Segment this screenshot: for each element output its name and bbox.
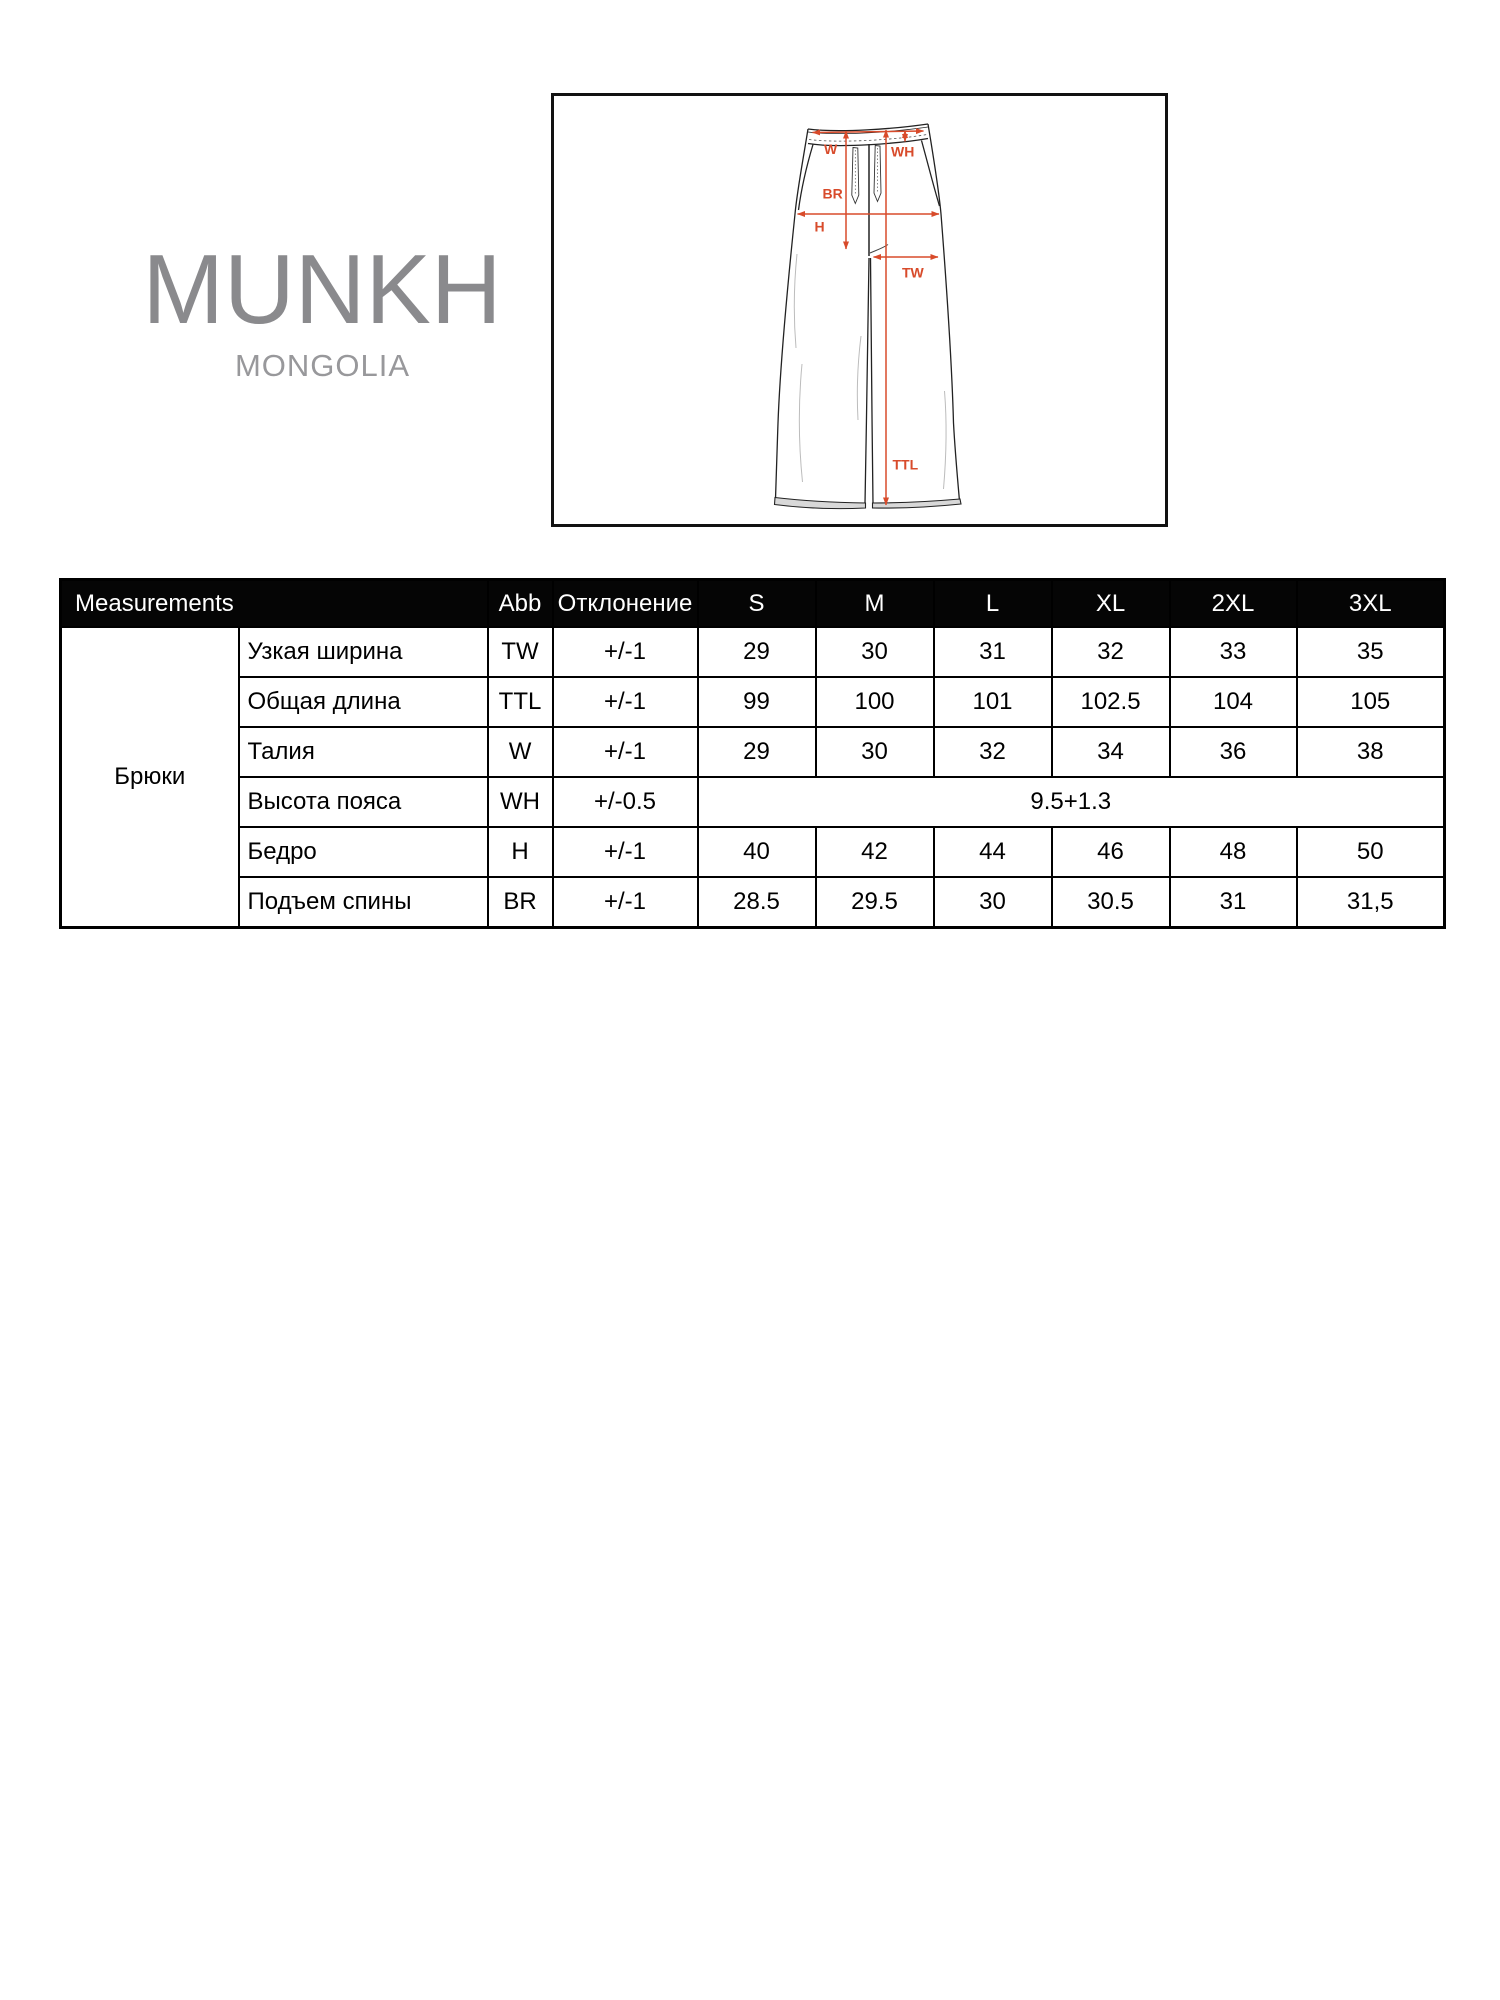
value-cell: 32 [1052, 627, 1170, 677]
pants-outline [775, 124, 962, 509]
thigh-width-label: TW [902, 264, 924, 281]
value-cell: 31 [1170, 877, 1297, 928]
header-size-3xl: 3XL [1297, 580, 1445, 628]
table-row [61, 727, 1445, 777]
value-cell: 28.5 [698, 877, 816, 928]
header-size-xl: XL [1052, 580, 1170, 628]
header-size-2xl: 2XL [1170, 580, 1297, 628]
abb-cell: H [488, 827, 553, 877]
value-cell: 29 [698, 627, 816, 677]
back-rise-label: BR [822, 185, 843, 202]
pants-technical-drawing [554, 96, 1165, 524]
value-cell: 100 [816, 677, 934, 727]
pants-diagram-frame [551, 93, 1168, 527]
brand-name: MUNKH [142, 234, 502, 344]
value-cell: 42 [816, 827, 934, 877]
value-cell: 38 [1297, 727, 1445, 777]
merged-value-cell: 9.5+1.3 [698, 777, 1445, 827]
tolerance-cell: +/-1 [553, 727, 698, 777]
tolerance-cell: +/-1 [553, 827, 698, 877]
header-tolerance: Отклонение [553, 580, 698, 628]
table-row [61, 777, 1445, 827]
measurement-name-cell: Подъем спины [239, 877, 488, 928]
value-cell: 102.5 [1052, 677, 1170, 727]
waist-arrow [813, 131, 924, 133]
abb-cell: WH [488, 777, 553, 827]
measurement-name-cell: Бедро [239, 827, 488, 877]
group-label-cell: Брюки [61, 627, 239, 928]
tolerance-cell: +/-1 [553, 677, 698, 727]
value-cell: 104 [1170, 677, 1297, 727]
table-row [61, 877, 1445, 928]
header-size-m: M [816, 580, 934, 628]
value-cell: 48 [1170, 827, 1297, 877]
value-cell: 29 [698, 727, 816, 777]
tolerance-cell: +/-1 [553, 877, 698, 928]
table-row [61, 627, 1445, 677]
value-cell: 30 [934, 877, 1052, 928]
measurement-name-cell: Общая длина [239, 677, 488, 727]
value-cell: 99 [698, 677, 816, 727]
header-size-l: L [934, 580, 1052, 628]
value-cell: 31,5 [1297, 877, 1445, 928]
value-cell: 35 [1297, 627, 1445, 677]
tolerance-cell: +/-1 [553, 627, 698, 677]
value-cell: 31 [934, 627, 1052, 677]
header-abb: Abb [488, 580, 553, 628]
abb-cell: BR [488, 877, 553, 928]
header-size-s: S [698, 580, 816, 628]
abb-cell: TW [488, 627, 553, 677]
total-length-label: TTL [892, 456, 919, 473]
value-cell: 40 [698, 827, 816, 877]
value-cell: 44 [934, 827, 1052, 877]
table-row [61, 677, 1445, 727]
value-cell: 33 [1170, 627, 1297, 677]
value-cell: 50 [1297, 827, 1445, 877]
tolerance-cell: +/-0.5 [553, 777, 698, 827]
abb-cell: W [488, 727, 553, 777]
size-table [59, 578, 1446, 929]
table-row [61, 827, 1445, 877]
header-measurements: Measurements [61, 580, 488, 628]
value-cell: 30 [816, 627, 934, 677]
value-cell: 36 [1170, 727, 1297, 777]
brand-logo [142, 234, 502, 383]
value-cell: 34 [1052, 727, 1170, 777]
value-cell: 101 [934, 677, 1052, 727]
abb-cell: TTL [488, 677, 553, 727]
measurement-name-cell: Талия [239, 727, 488, 777]
table-header-row [61, 580, 1445, 628]
hip-label: H [814, 218, 825, 235]
measurement-name-cell: Высота пояса [239, 777, 488, 827]
value-cell: 29.5 [816, 877, 934, 928]
value-cell: 32 [934, 727, 1052, 777]
value-cell: 30.5 [1052, 877, 1170, 928]
value-cell: 30 [816, 727, 934, 777]
value-cell: 46 [1052, 827, 1170, 877]
brand-subtitle: MONGOLIA [234, 348, 411, 383]
waist-label: W [824, 141, 838, 157]
measurement-name-cell: Узкая ширина [239, 627, 488, 677]
waistband-height-label: WH [891, 143, 915, 160]
value-cell: 105 [1297, 677, 1445, 727]
